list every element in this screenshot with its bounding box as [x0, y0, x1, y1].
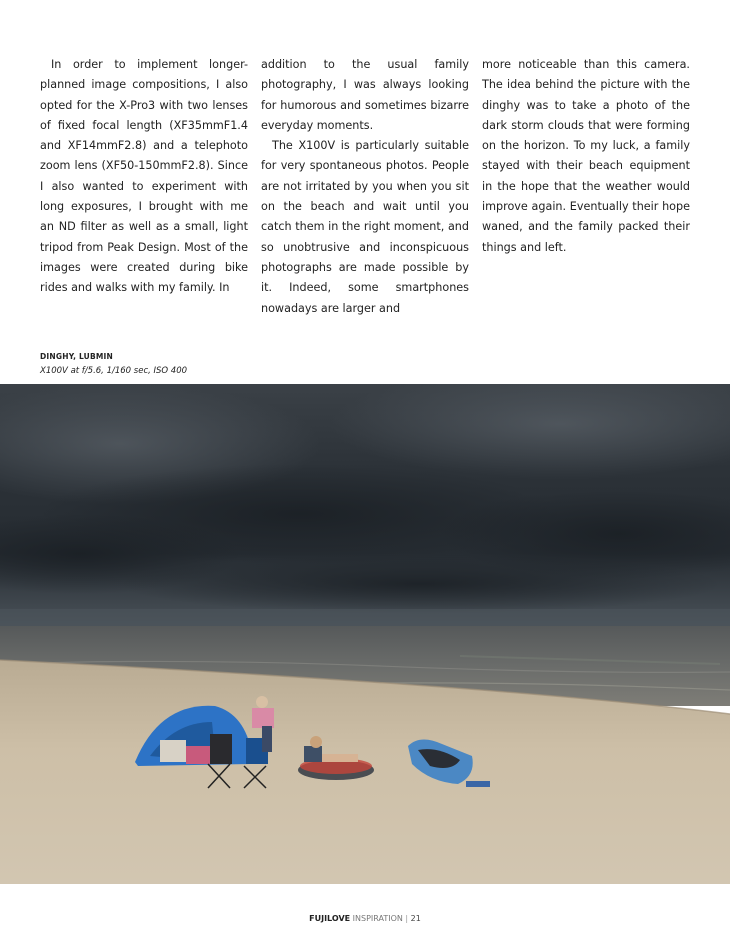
page-footer [0, 914, 730, 923]
photo-caption-exif: X100V at f/5.6, 1/160 sec, ISO 400 [40, 366, 188, 376]
magazine-brand: FUJILOVE [309, 914, 351, 923]
photo-caption-title: DINGHY, LUBMIN [40, 352, 114, 361]
paragraph: The X100V is particularly suitable for very spontaneous photos. People are not irritated by you when you sit on the beach and wait until you catch them in the right moment, and so unobtrusive and inconspicuous photographs are made possible by it. Indeed, some smartphones nowadays are larger and [261, 139, 469, 315]
text-column-2 [261, 55, 469, 319]
text-column-3 [482, 55, 690, 258]
paragraph: addition to the usual family photography, I was always looking for humorous and sometimes bizarre everyday moments. [261, 58, 469, 132]
beach-storm-photo [0, 384, 730, 884]
paragraph: more noticeable than this camera. The idea behind the picture with the dinghy was to take a photo of the dark storm clouds that were forming on the horizon. To my luck, a family stayed with their beach equipment in the hope that the weather would improve again. Eventually their hope waned, and the family packed their things and left. [482, 58, 690, 254]
footer-separator: | [405, 914, 409, 923]
page-number: 21 [410, 914, 421, 923]
paragraph: In order to implement longer-planned image compositions, I also opted for the X-Pro3 with two lenses of fixed focal length (XF35mmF1.4 and XF14mmF2.8) and a telephoto zoom lens (XF50-150mmF2.8). Since I also wanted to experiment with long exposures, I brought with me an ND filter as well as a small, light tripod from Peak Design. Most of the images were created during bike rides and walks with my family. In [40, 58, 248, 295]
text-column-1 [40, 55, 248, 299]
section-name: INSPIRATION [352, 914, 403, 923]
